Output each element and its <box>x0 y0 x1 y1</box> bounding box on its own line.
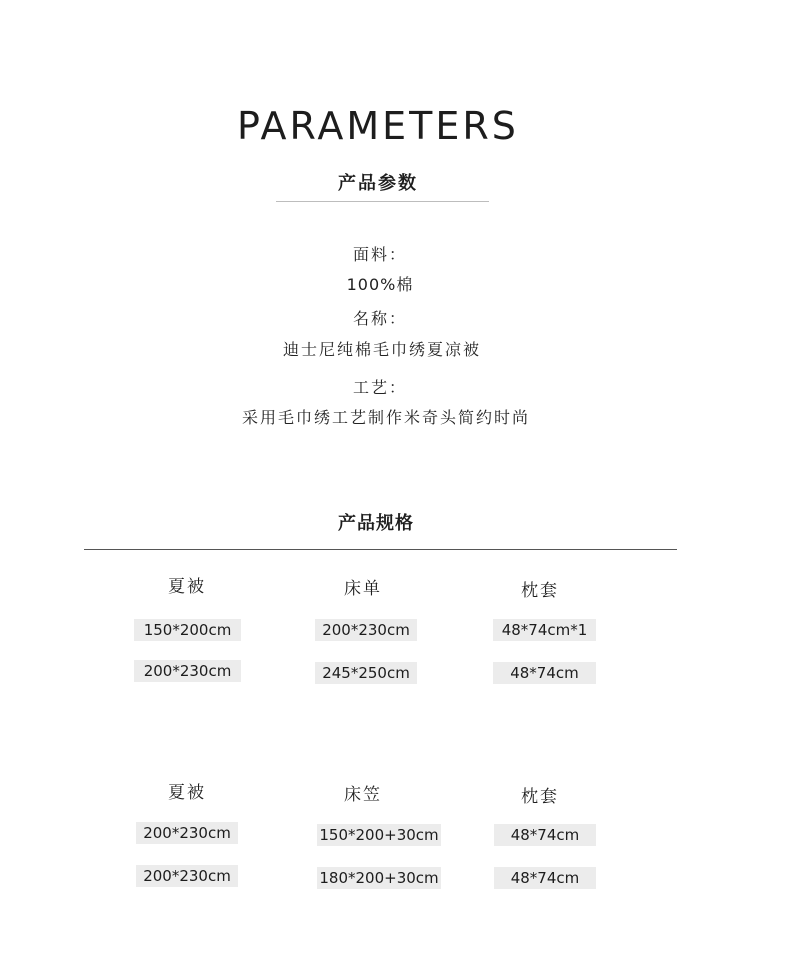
spec-title: 产品规格 <box>338 513 414 534</box>
craft-value: 采用毛巾绣工艺制作米奇头简约时尚 <box>241 408 530 427</box>
material-label: 面料： <box>352 245 407 264</box>
table2-header-pillowcase: 枕套 <box>521 787 559 807</box>
table1-cell: 150*200cm <box>134 619 241 641</box>
table1-cell: 200*230cm <box>134 660 241 682</box>
page-title: PARAMETERS <box>237 104 519 148</box>
craft-label: 工艺： <box>352 378 407 397</box>
name-label: 名称： <box>352 309 407 328</box>
title-divider <box>276 201 489 202</box>
table1-cell: 48*74cm*1 <box>493 619 596 641</box>
table1-header-bedsheet: 床单 <box>344 579 382 599</box>
name-value: 迪士尼纯棉毛巾绣夏凉被 <box>282 340 481 359</box>
page-subtitle: 产品参数 <box>338 173 418 194</box>
table2-cell: 48*74cm <box>494 867 596 889</box>
table1-cell: 245*250cm <box>315 662 417 684</box>
table1-cell: 48*74cm <box>493 662 596 684</box>
table2-header-summer-quilt: 夏被 <box>168 783 206 803</box>
table2-cell: 150*200+30cm <box>317 824 441 846</box>
spec-divider <box>84 549 677 550</box>
table1-header-pillowcase: 枕套 <box>521 581 559 601</box>
material-value: 100%棉 <box>346 275 414 294</box>
table2-cell: 200*230cm <box>136 865 238 887</box>
table2-header-fitted-sheet: 床笠 <box>344 785 382 805</box>
table2-cell: 48*74cm <box>494 824 596 846</box>
table1-header-summer-quilt: 夏被 <box>168 577 206 597</box>
table1-cell: 200*230cm <box>315 619 417 641</box>
table2-cell: 180*200+30cm <box>317 867 441 889</box>
table2-cell: 200*230cm <box>136 822 238 844</box>
